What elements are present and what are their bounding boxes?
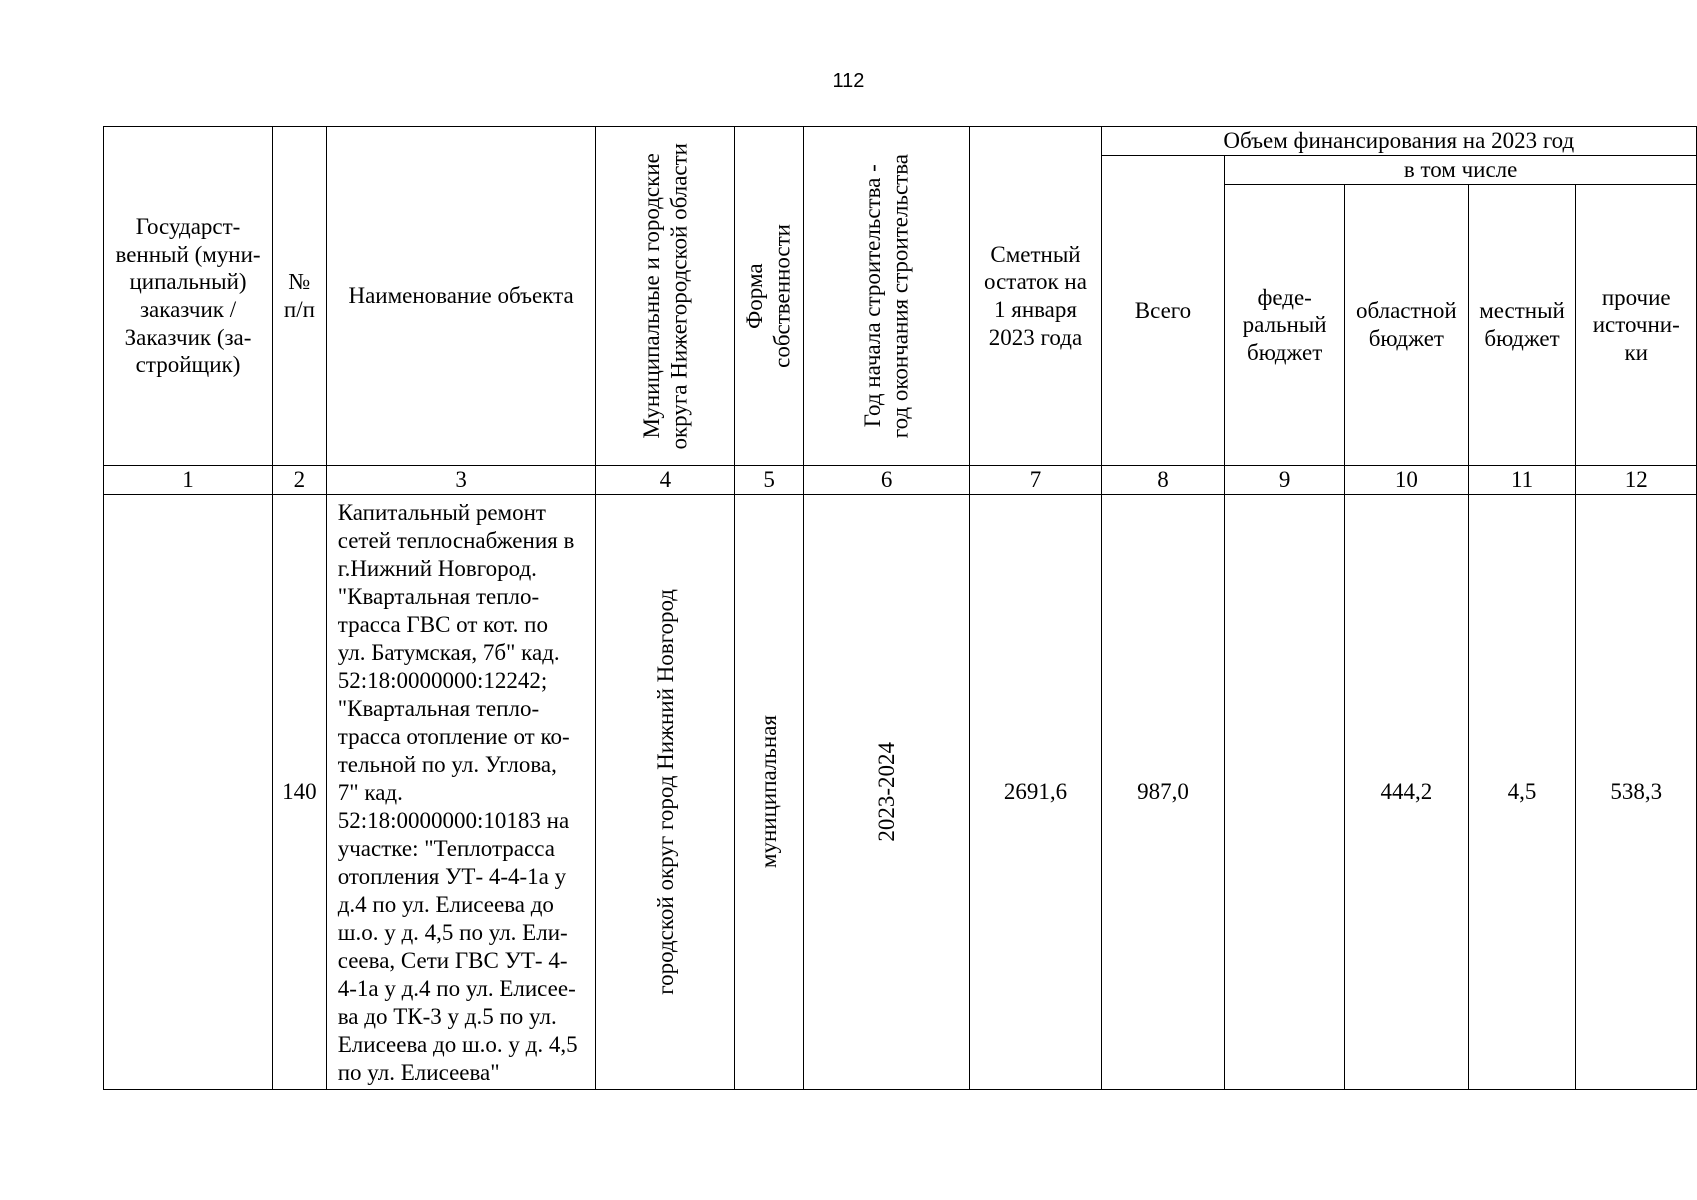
header-regional: областной бюджет [1345,185,1469,466]
header-row-1 [104,127,1697,156]
column-number: 3 [326,466,596,495]
cell-municipal: городской округ город Нижний Новгород [596,495,735,1090]
header-federal: феде- ральный бюджет [1225,185,1345,466]
header-total: Всего [1101,156,1225,466]
column-number: 5 [735,466,803,495]
cell-num: 140 [273,495,327,1090]
header-num: № п/п [273,127,327,466]
column-number: 8 [1101,466,1225,495]
column-number: 11 [1468,466,1576,495]
cell-federal [1225,495,1345,1090]
cell-other: 538,3 [1576,495,1697,1090]
column-number: 9 [1225,466,1345,495]
header-including: в том числе [1225,156,1697,185]
header-ownership: Форма собственности [735,127,803,466]
header-local: местный бюджет [1468,185,1576,466]
cell-ownership: муниципальная [735,495,803,1090]
header-municipal: Муниципальные и городские округа Нижегородской области [596,127,735,466]
column-number: 1 [104,466,273,495]
header-years: Год начала строительства - год окончания строительства [803,127,970,466]
page-number: 112 [832,70,865,92]
header-estimate: Сметный остаток на 1 января 2023 года [970,127,1101,466]
cell-regional: 444,2 [1345,495,1469,1090]
column-number: 4 [596,466,735,495]
header-object-name: Наименование объекта [326,127,596,466]
column-number: 10 [1345,466,1469,495]
cell-object-name: Капитальный ремонт сетей теплоснабжения в г.Нижний Новгород. "Квартальная тепло- трасса ГВС от кот. по ул. Батумская, 7б" кад. 52:18:0000000:12242; "Квартальная тепло- трасса отопление от ко- тельной по ул. Углова, 7" кад. 52:18:0000000:10183 на участке: "Теплотрасса отопления УТ- 4-4-1а у д.4 по ул. Елисеева до ш.о. у д. 4,5 по ул. Ели- сеева, Сети ГВС УТ- 4- 4-1а у д.4 по ул. Елисее- ва до ТК-3 у д.5 по ул. Елисеева до ш.о. у д. 4,5 по ул. Елисеева" [326,495,596,1090]
cell-total: 987,0 [1101,495,1225,1090]
header-customer: Государст- венный (муни- ципальный) заказчик / Заказчик (за- стройщик) [104,127,273,466]
cell-local: 4,5 [1468,495,1576,1090]
column-numbers-row [104,466,1697,495]
investment-table [103,126,1697,1090]
column-number: 2 [273,466,327,495]
column-number: 7 [970,466,1101,495]
table-row [104,495,1697,1090]
header-other: прочие источни- ки [1576,185,1697,466]
column-number: 12 [1576,466,1697,495]
header-funding-group: Объем финансирования на 2023 год [1101,127,1696,156]
cell-estimate: 2691,6 [970,495,1101,1090]
cell-customer [104,495,273,1090]
column-number: 6 [803,466,970,495]
cell-years: 2023-2024 [803,495,970,1090]
